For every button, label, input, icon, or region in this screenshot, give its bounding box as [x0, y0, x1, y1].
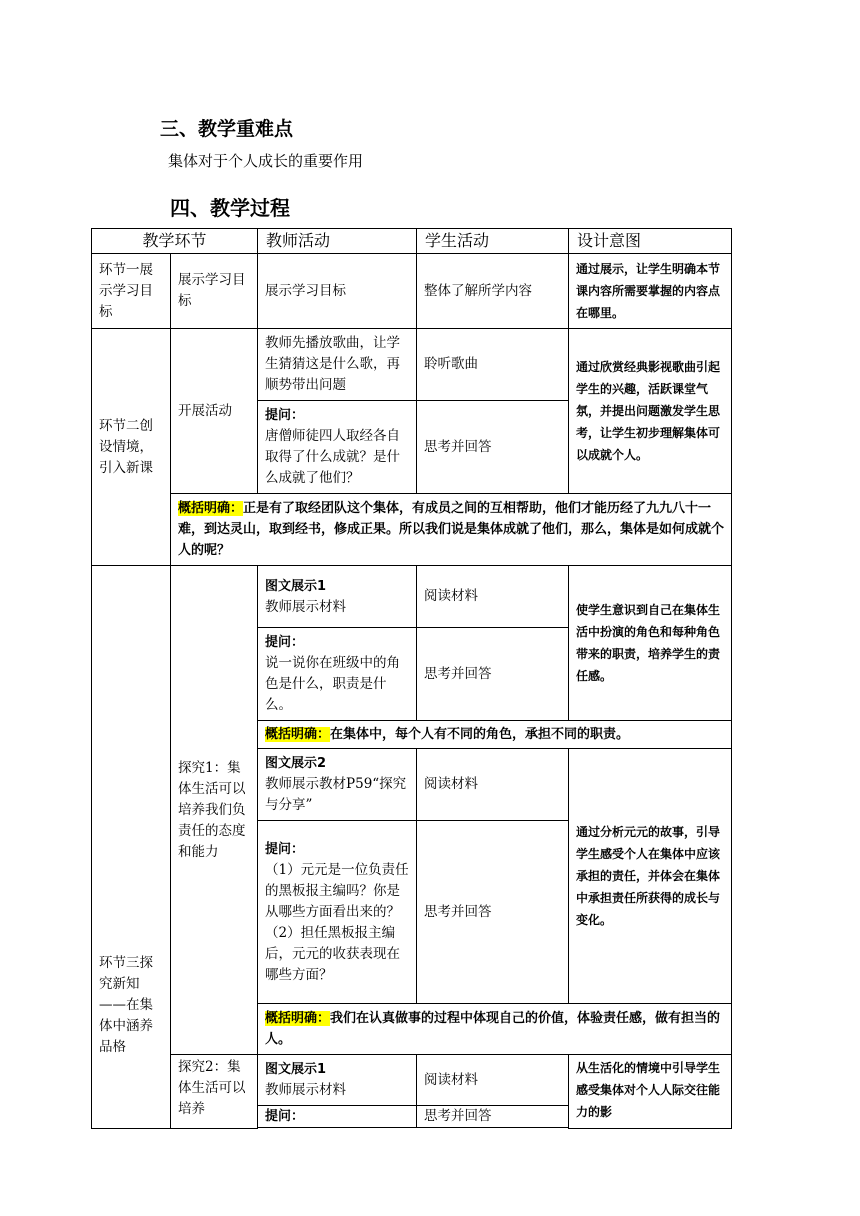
stage3-name: 环节三探究新知——在集体中涵养品格	[92, 566, 171, 1129]
stage3-a-student: 阅读材料	[417, 566, 569, 628]
stage3-e-student: 阅读材料	[417, 1055, 569, 1106]
stage3-summary1: 在集体中，每个人有不同的角色，承担不同的职责。	[330, 727, 630, 742]
stage3-c-student: 阅读材料	[417, 749, 569, 821]
stage3-d-q2: （2）担任黑板报主编后，元元的收获表现在哪些方面？	[265, 924, 401, 983]
table-row	[92, 494, 732, 566]
stage1-name: 环节一展示学习目标	[92, 254, 171, 329]
stage3-e-label: 图文展示1	[265, 1062, 327, 1077]
stage3-summary2: 我们在认真做事的过程中体现自己的价值，体验责任感，做有担当的人。	[265, 1011, 721, 1047]
stage3-summary1-cell	[258, 721, 732, 749]
stage3-c-teacher: 教师展示教材P59“探究与分享”	[265, 776, 407, 813]
stage3-e-teacher-cell	[258, 1055, 417, 1106]
stage3-summary2-cell	[258, 1004, 732, 1055]
stage2-summary: 正是有了取经团队这个集体，有成员之间的互相帮助，他们才能历经了九九八十一难，到达灵山，取到经书，修成正果。所以我们说是集体成就了他们，那么，集体是如何成就个人的呢？	[178, 501, 725, 558]
stage2-row2-label: 提问：	[265, 408, 305, 423]
teaching-process-table	[91, 228, 732, 1129]
table-row	[92, 1055, 732, 1106]
stage3-summary1-label: 概括明确：	[265, 727, 331, 742]
table-row	[92, 254, 732, 329]
stage3-a-teacher-cell	[258, 566, 417, 628]
stage2-row2-teacher-cell	[258, 401, 417, 494]
stage3-a-label: 图文展示1	[265, 578, 327, 594]
stage2-row1-student: 聆听歌曲	[417, 329, 569, 401]
stage3-ef-intent: 从生活化的情境中引导学生感受集体对个人人际交往能力的影	[569, 1055, 732, 1129]
stage3-summary2-label: 概括明确：	[265, 1011, 331, 1026]
header-stage: 教学环节	[92, 229, 258, 254]
table-header-row	[92, 229, 732, 254]
section-title-key-points: 三、教学重难点	[160, 118, 294, 140]
stage3-c-label: 图文展示2	[265, 756, 327, 771]
stage3-a-teacher: 教师展示材料	[265, 598, 347, 615]
stage3-cd-intent: 通过分析元元的故事，引导学生感受个人在集体中应该承担的责任，并体会在集体中承担责任所获得的成长与变化。	[569, 749, 732, 1004]
stage3-f-label: 提问：	[265, 1109, 305, 1124]
section-title-teaching-process: 四、教学过程	[170, 196, 290, 220]
stage2-summary-cell	[171, 494, 732, 566]
stage3-f-teacher-cell	[258, 1106, 417, 1128]
stage3-c-teacher-cell	[258, 749, 417, 821]
stage3-f-student: 思考并回答	[417, 1106, 569, 1128]
stage3-ab-intent: 使学生意识到自己在集体生活中扮演的角色和每种角色带来的职责，培养学生的责任感。	[569, 566, 732, 721]
key-points-content: 集体对于个人成长的重要作用	[168, 152, 364, 170]
stage2-intent: 通过欣赏经典影视歌曲引起学生的兴趣，活跃课堂气氛，并提出问题激发学生思考，让学生初步理解集体可以成就个人。	[569, 329, 732, 494]
stage3-b-label: 提问：	[265, 635, 305, 650]
stage3-explore1: 探究1：集体生活可以培养我们负责任的态度和能力	[171, 566, 258, 1055]
stage3-d-student: 思考并回答	[417, 821, 569, 1004]
header-teacher: 教师活动	[258, 229, 417, 254]
table-row	[92, 566, 732, 628]
stage1-sub: 展示学习目标	[171, 254, 258, 329]
stage3-explore2: 探究2：集体生活可以培养	[171, 1055, 258, 1129]
stage2-row1-teacher: 教师先播放歌曲，让学生猜猜这是什么歌，再顺势带出问题	[258, 329, 417, 401]
stage2-row2-teacher: 唐僧师徒四人取经各自取得了什么成就？是什么成就了他们？	[265, 428, 401, 486]
table-row	[92, 329, 732, 401]
stage3-b-teacher: 说一说你在班级中的角色是什么，职责是什么。	[265, 655, 401, 713]
stage3-d-teacher-cell	[258, 821, 417, 1004]
stage3-e-teacher: 教师展示材料	[265, 1082, 347, 1098]
stage1-teacher: 展示学习目标	[258, 254, 417, 329]
stage2-summary-label: 概括明确：	[178, 501, 244, 516]
stage3-b-teacher-cell	[258, 628, 417, 721]
stage3-d-label: 提问：	[265, 841, 305, 857]
header-student: 学生活动	[417, 229, 569, 254]
stage3-d-q1: （1）元元是一位负责任的黑板报主编吗？你是从哪些方面看出来的？	[265, 861, 409, 920]
stage2-sub: 开展活动	[171, 329, 258, 494]
stage1-student: 整体了解所学内容	[417, 254, 569, 329]
stage1-intent: 通过展示，让学生明确本节课内容所需要掌握的内容点在哪里。	[569, 254, 732, 329]
stage2-row2-student: 思考并回答	[417, 401, 569, 494]
header-intent: 设计意图	[569, 229, 732, 254]
stage3-b-student: 思考并回答	[417, 628, 569, 721]
stage2-name: 环节二创设情境，引入新课	[92, 329, 171, 566]
